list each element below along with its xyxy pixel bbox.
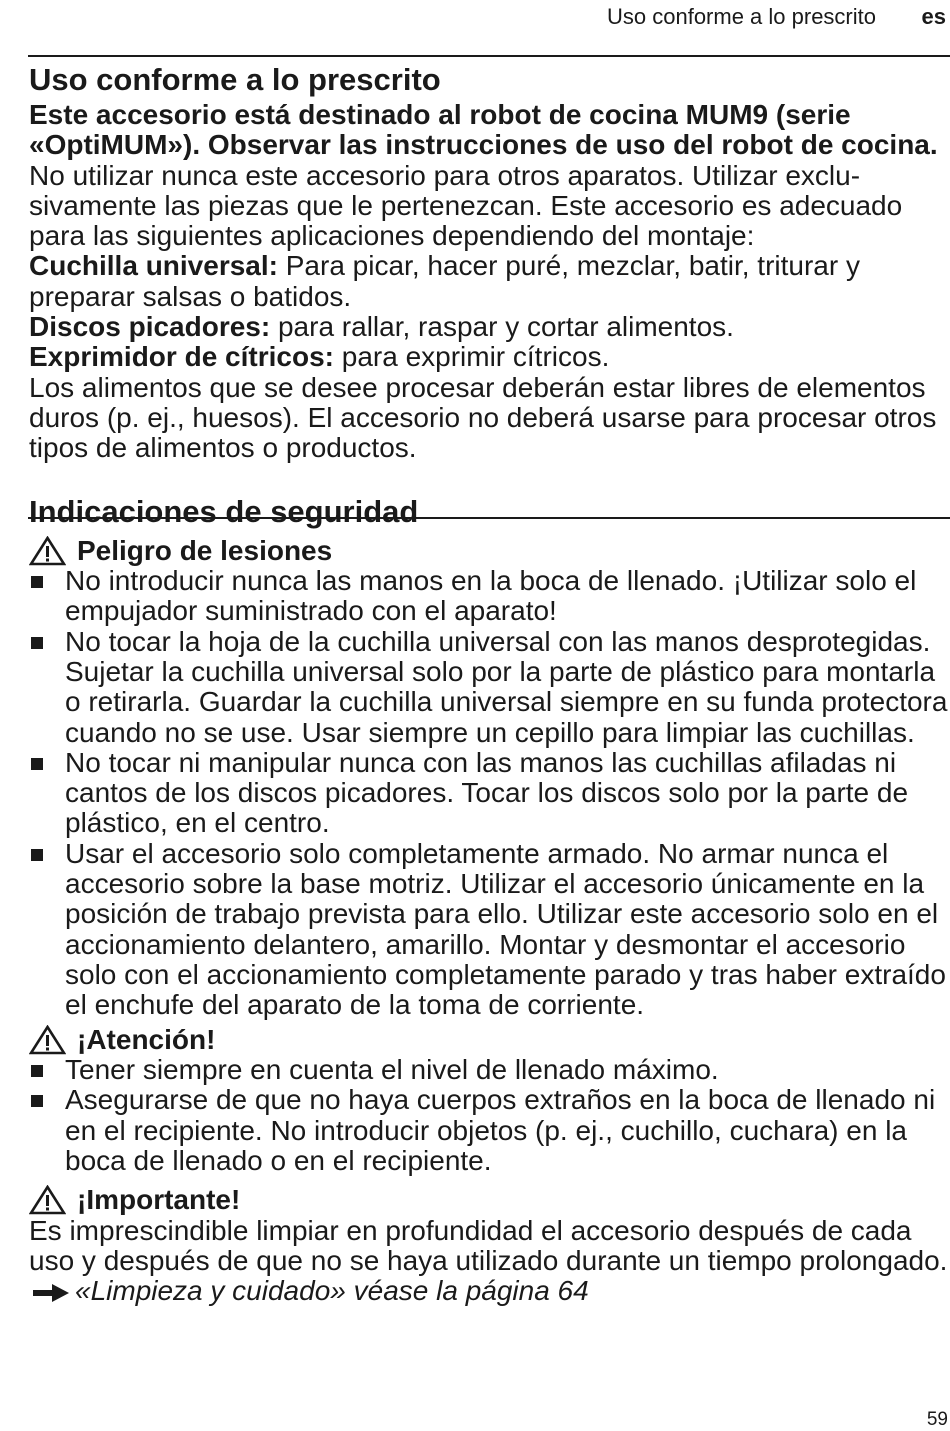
use-text: para exprimir cítricos. [333, 341, 610, 373]
header-title: Uso conforme a lo prescrito [607, 4, 876, 29]
page-number: 59 [926, 1409, 948, 1430]
square-bullet-icon [31, 758, 43, 770]
use-text: para rallar, raspar y cortar alimentos. [270, 311, 734, 343]
square-bullet-icon [31, 637, 43, 649]
warning-heading-attention [29, 1025, 950, 1056]
intro-paragraph: Este accesorio está destinado al robot de cocina MUM9 (serie «OptiMUM»). Observar las instrucciones de uso del robot de cocina. [29, 99, 938, 161]
use-label: Exprimidor de cítricos: [29, 341, 334, 373]
warning-heading-important [29, 1185, 950, 1216]
warning-heading-text: ¡Atención! [77, 1023, 216, 1055]
use-label: Cuchilla universal: [29, 250, 278, 282]
section-title: Indicaciones de seguridad [29, 493, 419, 529]
cross-reference-link[interactable]: «Limpieza y cuidado» véase la página 64 [75, 1275, 589, 1307]
section-intended-use [29, 60, 950, 464]
warning-triangle-icon [29, 536, 66, 566]
body-paragraph: Los alimentos que se desee procesar deberán estar libres de elementos duros (p. ej., huesos). El accesorio no deberá usarse para procesar otros tipos de alimentos o productos. [29, 371, 937, 464]
list-item: Usar el accesorio solo completamente armado. No armar nunca el accesorio sobre la base motriz. Utilizar el accesorio únicamente en la posición de trabajo prevista para ello. Utilizar este accesorio solo en el accionamiento delantero, amarillo. Montar y desmontar el accesorio solo con el accionamiento completamente parado y tras haber extraído el enchufe del aparato de la toma de corriente. [29, 839, 950, 1021]
list-item: No tocar la hoja de la cuchilla universal con las manos desprotegidas. Sujetar la cuchilla universal solo por la parte de plástico para montarla o retirarla. Guardar la cuchilla universal siempre en su funda protectora cuando no se use. Usar siempre un cepillo para limpiar las cuchillas. [29, 627, 950, 748]
square-bullet-icon [31, 1065, 43, 1077]
page-content [29, 60, 950, 1307]
use-label: Discos picadores: [29, 311, 271, 343]
section-title: Uso conforme a lo prescrito [29, 62, 441, 97]
list-item: No tocar ni manipular nunca con las manos las cuchillas afiladas ni cantos de los discos picadores. Tocar los discos solo por la parte de plástico, en el centro. [29, 748, 950, 839]
right-arrow-icon [33, 1284, 69, 1302]
list-item: No introducir nunca las manos en la boca de llenado. ¡Utilizar solo el empujador suministrado con el aparato! [29, 566, 950, 627]
use-item [29, 312, 950, 342]
warning-heading-text: ¡Importante! [77, 1184, 241, 1216]
body-paragraph: No utilizar nunca este accesorio para otros aparatos. Utilizar exclusivamente las piezas que le pertenezcan. Este accesorio es adecuado para las siguientes aplicaciones dependiendo del montaje: [29, 159, 903, 252]
use-item [29, 251, 950, 312]
danger-list [29, 566, 950, 1020]
list-item: Tener siempre en cuenta el nivel de llenado máximo. [29, 1055, 950, 1085]
section-safety [29, 492, 950, 1307]
warning-heading-danger [29, 536, 950, 567]
page-header [0, 2, 950, 32]
warning-triangle-icon [29, 1185, 66, 1215]
header-language: es [921, 4, 946, 29]
use-item [29, 342, 950, 372]
header-divider [28, 55, 950, 57]
square-bullet-icon [31, 1095, 43, 1107]
warning-heading-text: Peligro de lesiones [77, 534, 333, 566]
square-bullet-icon [31, 576, 43, 588]
list-item: Asegurarse de que no haya cuerpos extraños en la boca de llenado ni en el recipiente. No introducir objetos (p. ej., cuchillo, cuchara) en la boca de llenado o en el recipiente. [29, 1085, 950, 1176]
use-text: Para picar, hacer puré, mezclar, batir, triturar y preparar salsas o batidos. [29, 250, 860, 312]
attention-list [29, 1055, 950, 1176]
warning-triangle-icon [29, 1025, 66, 1055]
important-paragraph: Es imprescindible limpiar en profundidad el accesorio después de cada uso y después de que no se haya utilizado durante un tiempo prolongado.«Limpieza y cuidado» véase la página 64 [29, 1214, 948, 1307]
square-bullet-icon [31, 849, 43, 861]
